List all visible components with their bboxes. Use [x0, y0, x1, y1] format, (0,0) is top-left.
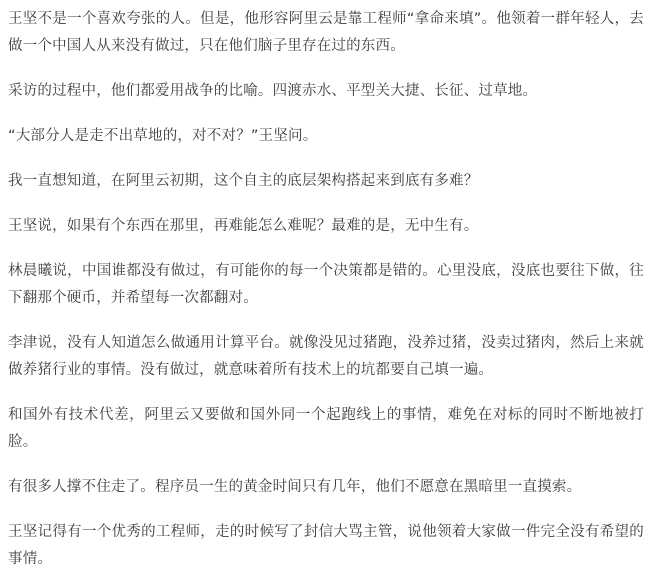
paragraph: “大部分人是走不出草地的，对不对？”王坚问。	[8, 128, 318, 144]
paragraph: 王坚记得有一个优秀的工程师，走的时候写了封信大骂主管，说他领着大家做一件完全没有希望的事情。	[8, 524, 644, 567]
paragraph: 李津说，没有人知道怎么做通用计算平台。就像没见过猪跑，没养过猪，没卖过猪肉，然后上来就做养猪行业的事情。没有做过，就意味着所有技术上的坑都要自己填一遍。	[8, 335, 644, 378]
paragraph: 王坚说，如果有个东西在那里，再难能怎么难呢？最难的是，无中生有。	[8, 218, 479, 234]
paragraph: 和国外有技术代差，阿里云又要做和国外同一个起跑线上的事情，难免在对标的同时不断地被打脸。	[8, 407, 644, 450]
paragraph: 采访的过程中，他们都爱用战争的比喻。四渡赤水、平型关大捷、长征、过草地。	[8, 83, 538, 99]
paragraph: 我一直想知道，在阿里云初期，这个自主的底层架构搭起来到底有多难？	[8, 173, 479, 189]
paragraph: 林晨曦说，中国谁都没有做过，有可能你的每一个决策都是错的。心里没底，没底也要往下做，往下翻那个硬币，并希望每一次都翻对。	[8, 263, 644, 306]
paragraph: 有很多人撑不住走了。程序员一生的黄金时间只有几年，他们不愿意在黑暗里一直摸索。	[8, 479, 582, 495]
paragraph: 王坚不是一个喜欢夸张的人。但是，他形容阿里云是靠工程师“拿命来填”。他领着一群年轻人，去做一个中国人从来没有做过，只在他们脑子里存在过的东西。	[8, 11, 644, 54]
